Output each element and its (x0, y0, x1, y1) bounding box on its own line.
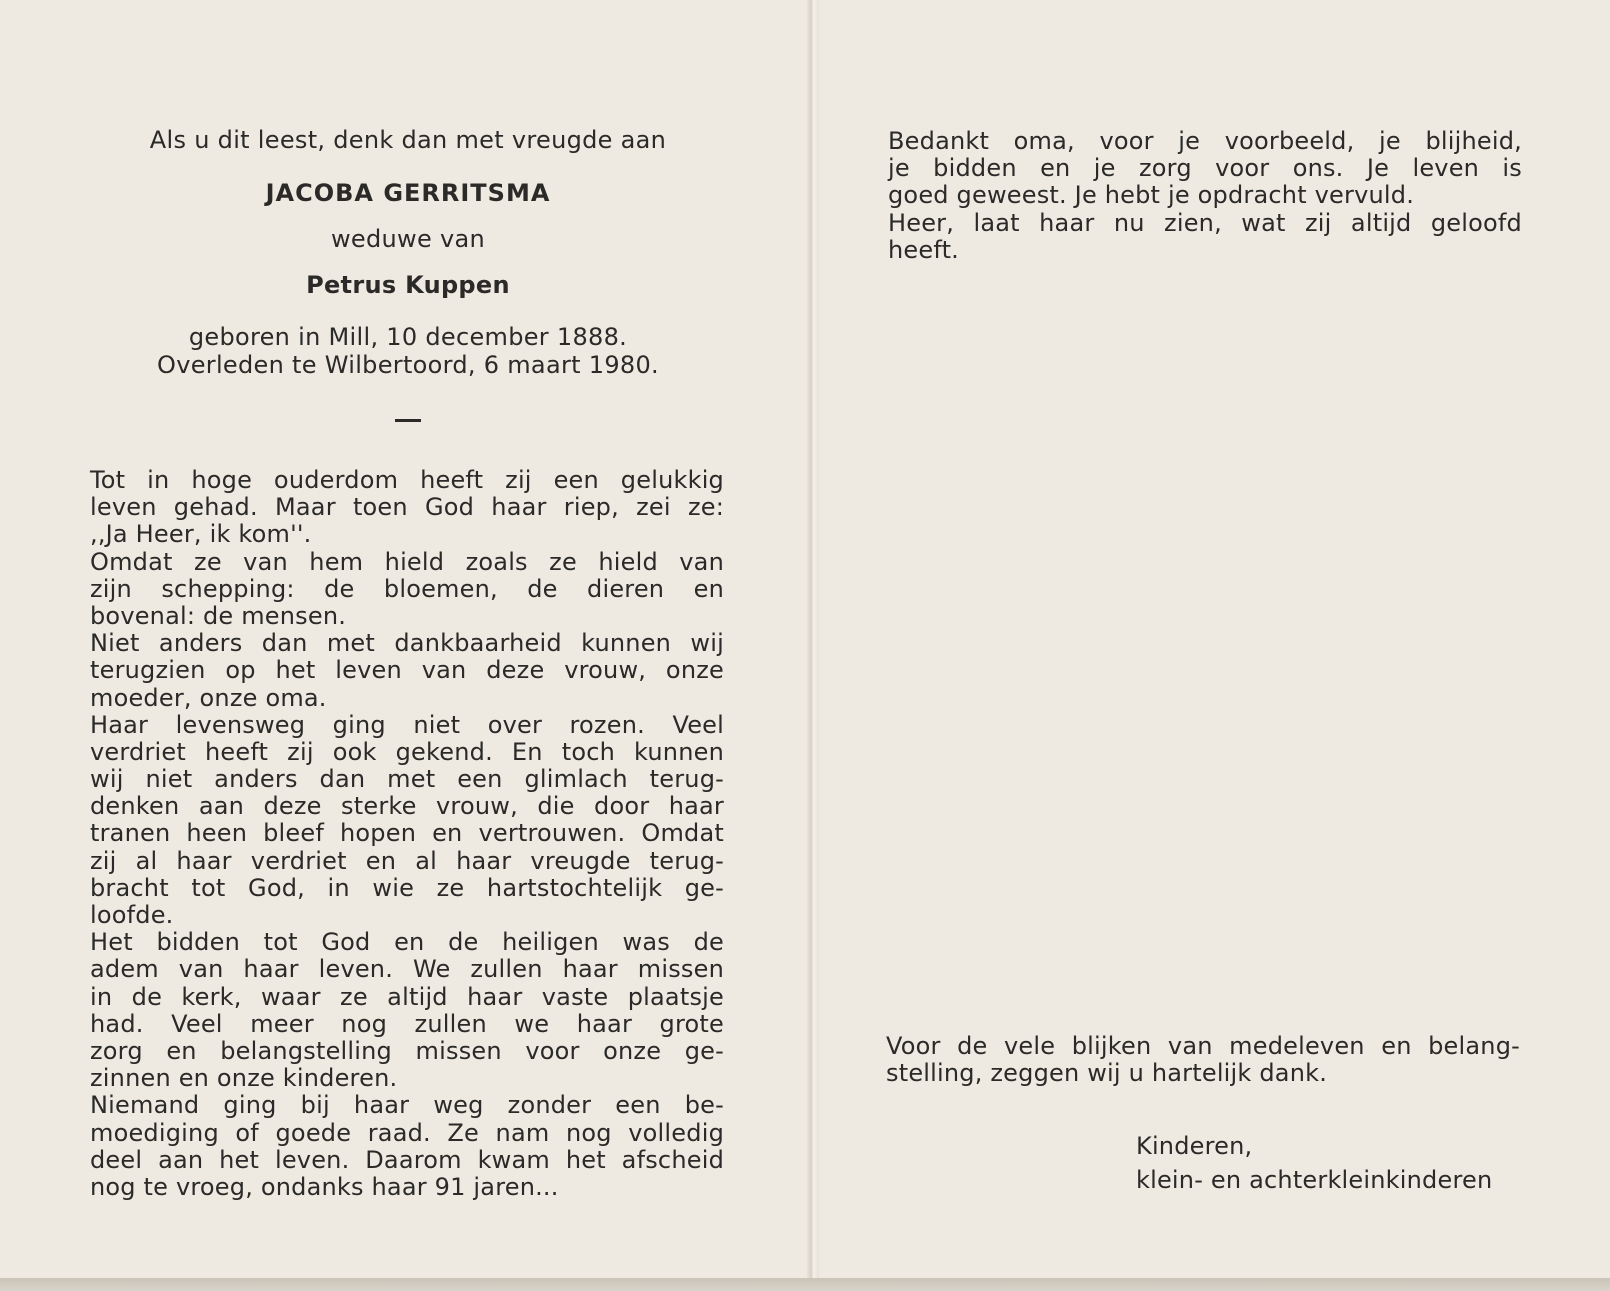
card-bottom-edge (0, 1278, 1610, 1291)
body-line: leven gehad. Maar toen God haar riep, zei ze: (90, 493, 724, 522)
body-line: tranen heen bleef hopen en vertrouwen. Omdat (90, 819, 724, 848)
deceased-name: JACOBA GERRITSMA (265, 179, 551, 207)
body-line: had. Veel meer nog zullen we haar grote (90, 1009, 724, 1038)
thanks-text (888, 128, 1522, 264)
body-line: verdriet heeft zij ook gekend. En toch kunnen (90, 737, 724, 766)
body-line: adem van haar leven. We zullen haar missen (90, 955, 724, 984)
body-line: wij niet anders dan met een glimlach terug- (90, 765, 724, 794)
thanks-line: Heer, laat haar nu zien, wat zij altijd geloofd (888, 208, 1522, 237)
body-line: bovenal: de mensen. (90, 601, 347, 630)
body-line: terugzien op het leven van deze vrouw, onze (90, 656, 724, 685)
gratitude-line: Voor de vele blijken van medeleven en belang- (886, 1032, 1520, 1060)
death-line: Overleden te Wilbertoord, 6 maart 1980. (157, 351, 659, 379)
body-line: moediging of goede raad. Ze nam nog volledig (90, 1118, 724, 1147)
body-line: moeder, onze oma. (90, 683, 327, 712)
body-line: nog te vroeg, ondanks haar 91 jaren... (90, 1172, 559, 1201)
husband-name: Petrus Kuppen (306, 271, 510, 299)
signature-line: klein- en achterkleinkinderen (1136, 1166, 1493, 1194)
body-line: ,,Ja Heer, ik kom''. (90, 520, 312, 549)
card-fold (807, 0, 819, 1283)
body-line: Omdat ze van hem hield zoals ze hield van (90, 547, 724, 576)
body-line: zorg en belangstelling missen voor onze ge- (90, 1036, 724, 1065)
body-line: in de kerk, waar ze altijd haar vaste plaatsje (90, 982, 724, 1011)
signature-line: Kinderen, (1136, 1132, 1253, 1160)
body-line: deel aan het leven. Daarom kwam het afscheid (90, 1145, 724, 1174)
body-line: zij al haar verdriet en al haar vreugde terug- (90, 846, 724, 875)
signature (1136, 1129, 1536, 1197)
widow-of-line: weduwe van (331, 225, 485, 253)
body-line: zinnen en onze kinderen. (90, 1064, 398, 1093)
body-line: Tot in hoge ouderdom heeft zij een gelukkig (90, 466, 724, 494)
thanks-line: je bidden en je zorg voor ons. Je leven is (888, 154, 1522, 183)
body-line: bracht tot God, in wie ze hartstochtelijk ge- (90, 873, 724, 902)
thanks-line: Bedankt oma, voor je voorbeeld, je blijheid, (888, 127, 1522, 155)
separator-dash (395, 419, 421, 422)
body-line: Haar levensweg ging niet over rozen. Veel (90, 710, 724, 739)
gratitude-line: stelling, zeggen wij u hartelijk dank. (886, 1059, 1328, 1088)
body-line: Niet anders dan met dankbaarheid kunnen wij (90, 629, 724, 658)
body-line: zijn schepping: de bloemen, de dieren en (90, 574, 724, 603)
body-line: loofde. (90, 901, 174, 929)
gratitude-text (886, 1033, 1520, 1087)
body-line: Niemand ging bij haar weg zonder een be- (90, 1091, 724, 1120)
thanks-line: goed geweest. Je hebt je opdracht vervuld. (888, 181, 1415, 210)
intro-line: Als u dit leest, denk dan met vreugde aan (149, 126, 667, 154)
thanks-line: heeft. (888, 235, 960, 264)
birth-line: geboren in Mill, 10 december 1888. (188, 323, 628, 351)
memorial-text (90, 467, 724, 1201)
body-line: Het bidden tot God en de heiligen was de (90, 928, 724, 957)
body-line: denken aan deze sterke vrouw, die door haar (90, 792, 724, 821)
